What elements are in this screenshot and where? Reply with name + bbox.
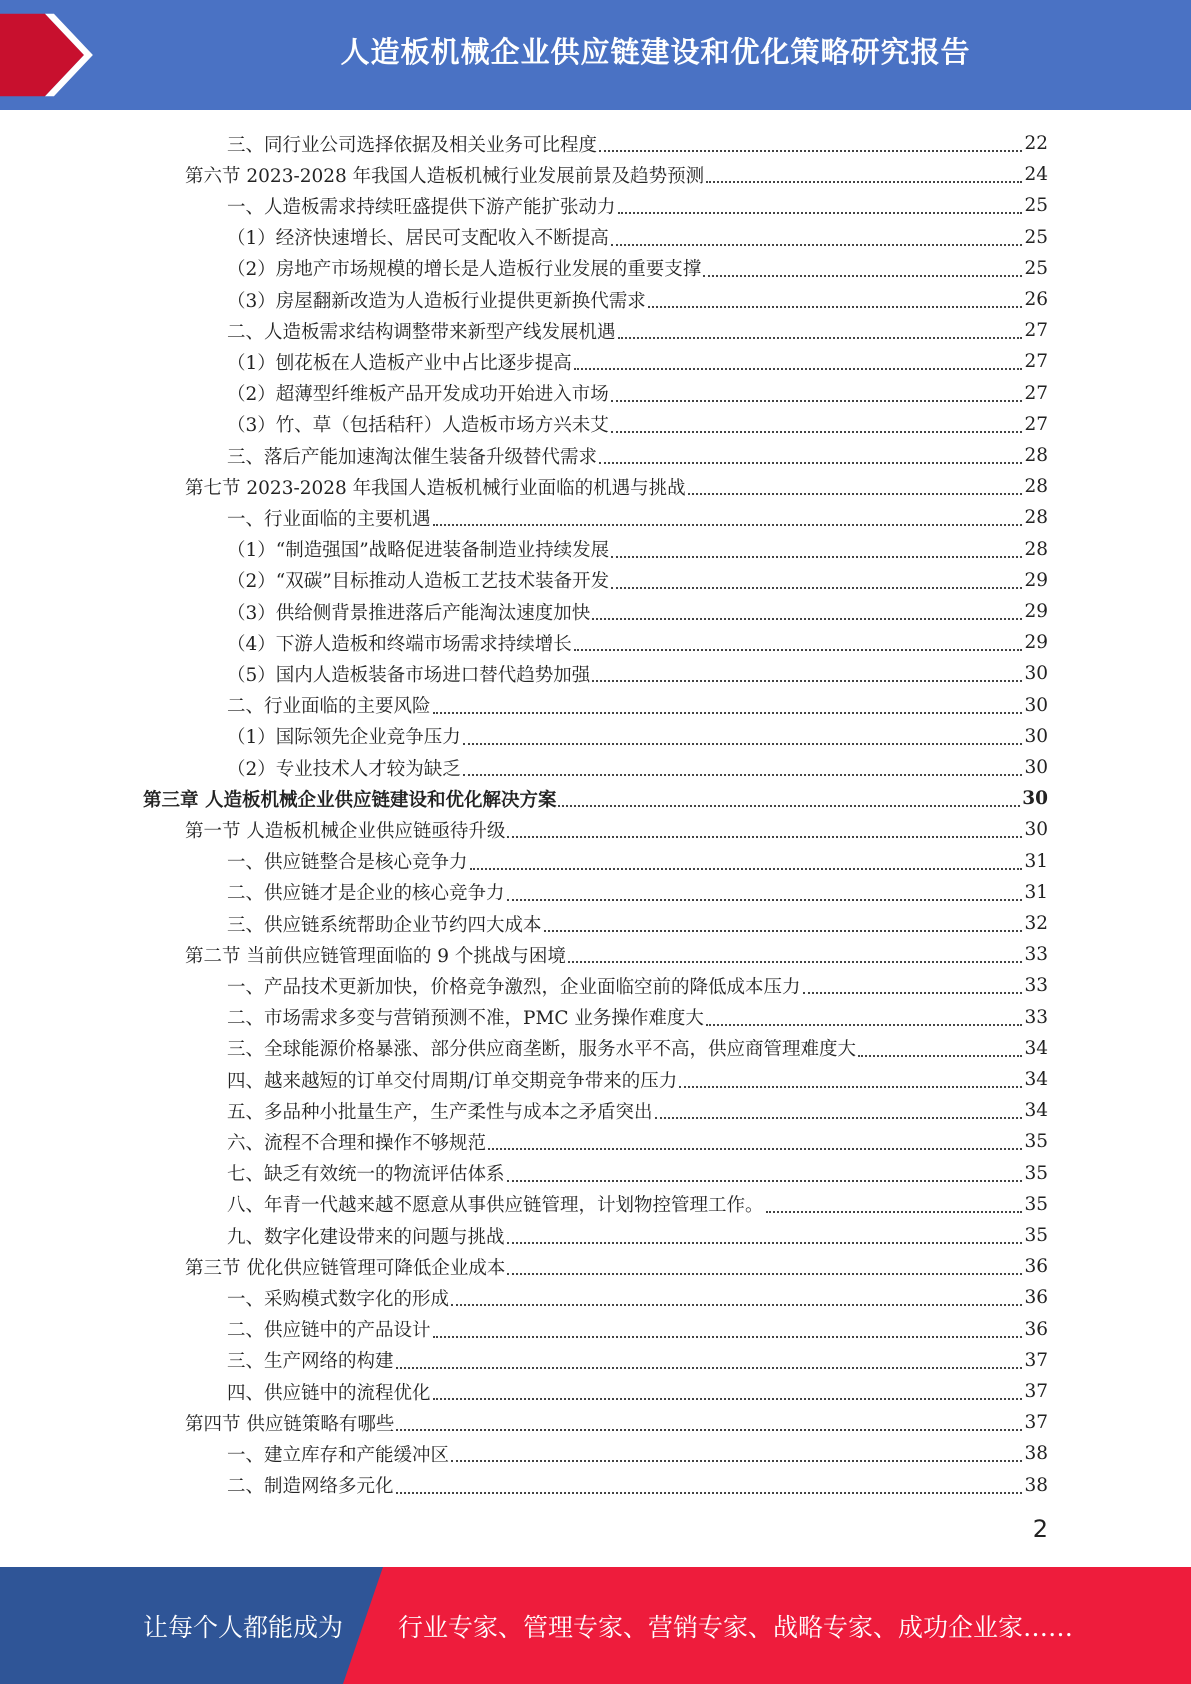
toc-dot-leader	[433, 1397, 1023, 1400]
toc-entry[interactable]	[227, 1470, 1048, 1501]
toc-dot-leader	[463, 742, 1023, 745]
toc-entry[interactable]	[227, 908, 1048, 939]
toc-entry-title: 二、行业面临的主要风险	[227, 696, 431, 718]
toc-entry[interactable]	[227, 596, 1048, 627]
toc-entry-title: 一、人造板需求持续旺盛提供下游产能扩张动力	[227, 196, 616, 218]
toc-entry[interactable]	[227, 1064, 1048, 1095]
toc-dot-leader	[703, 274, 1022, 277]
toc-entry-title: 一、建立库存和产能缓冲区	[227, 1444, 450, 1466]
toc-entry-title: 第三节 优化供应链管理可降低企业成本	[185, 1257, 506, 1279]
toc-entry[interactable]	[227, 752, 1048, 783]
toc-entry-title: 第六节 2023-2028 年我国人造板机械行业发展前景及趋势预测	[185, 165, 705, 187]
toc-dot-leader	[544, 929, 1023, 932]
toc-dot-leader	[463, 773, 1023, 776]
toc-dot-leader	[470, 867, 1023, 870]
toc-entry[interactable]	[227, 627, 1048, 658]
toc-entry[interactable]	[227, 970, 1048, 1001]
toc-entry-title: （2）专业技术人才较为缺乏	[227, 758, 461, 780]
toc-entry[interactable]	[227, 190, 1048, 221]
toc-dot-leader	[599, 149, 1022, 152]
toc-entry[interactable]	[227, 1438, 1048, 1469]
toc-entry[interactable]	[227, 1282, 1048, 1313]
toc-entry-title: （3）供给侧背景推进落后产能淘汰速度加快	[227, 602, 591, 624]
toc-entry-page: 25	[1024, 195, 1048, 217]
toc-entry-page: 30	[1024, 725, 1048, 747]
toc-entry[interactable]	[227, 565, 1048, 596]
toc-entry-page: 22	[1024, 133, 1048, 154]
toc-entry[interactable]	[227, 658, 1048, 689]
toc-entry-page: 28	[1024, 445, 1048, 466]
toc-dot-leader	[396, 1491, 1023, 1494]
toc-dot-leader	[507, 1179, 1023, 1182]
toc-entry[interactable]	[227, 1376, 1048, 1407]
toc-entry-title: （4）下游人造板和终端市场需求持续增长	[227, 633, 572, 655]
page-number: 2	[1032, 1515, 1048, 1543]
toc-entry[interactable]	[227, 440, 1048, 471]
toc-entry-page: 35	[1024, 1131, 1048, 1153]
toc-dot-leader	[433, 1335, 1023, 1338]
toc-entry[interactable]	[227, 1158, 1048, 1189]
toc-entry[interactable]	[227, 253, 1048, 284]
toc-entry-page: 37	[1024, 1349, 1048, 1371]
toc-dot-leader	[507, 898, 1023, 901]
toc-entry[interactable]	[227, 1345, 1048, 1376]
toc-entry-page: 29	[1024, 632, 1048, 654]
toc-entry-title: 七、缺乏有效统一的物流评估体系	[227, 1164, 505, 1186]
toc-entry-page: 27	[1024, 413, 1048, 435]
toc-entry-title: 三、同行业公司选择依据及相关业务可比程度	[227, 134, 598, 156]
toc-entry[interactable]	[227, 315, 1048, 346]
toc-entry[interactable]	[185, 814, 1048, 845]
toc-dot-leader	[706, 180, 1022, 183]
toc-entry-title: 一、供应链整合是核心竞争力	[227, 852, 468, 874]
toc-entry-title: （3）房屋翻新改造为人造板行业提供更新换代需求	[227, 290, 646, 312]
toc-dot-leader	[688, 492, 1023, 495]
toc-dot-leader	[451, 1459, 1022, 1462]
toc-entry[interactable]	[227, 721, 1048, 752]
page-header	[0, 0, 1191, 110]
toc-entry[interactable]	[227, 1002, 1048, 1033]
toc-entry-title: 四、越来越短的订单交付周期/订单交期竞争带来的压力	[227, 1070, 678, 1092]
toc-entry-title: 六、流程不合理和操作不够规范	[227, 1132, 487, 1154]
toc-entry-title: 二、供应链中的产品设计	[227, 1320, 431, 1342]
toc-entry-title: （1）“制造强国”战略促进装备制造业持续发展	[227, 540, 610, 562]
toc-entry-page: 36	[1024, 1256, 1048, 1278]
toc-dot-leader	[592, 679, 1022, 682]
toc-entry-title: 第四节 供应链策略有哪些	[185, 1413, 395, 1435]
report-title: 人造板机械企业供应链建设和优化策略研究报告	[340, 34, 971, 69]
toc-entry-title: （2）超薄型纤维板产品开发成功开始进入市场	[227, 384, 609, 406]
toc-entry-title: （5）国内人造板装备市场进口替代趋势加强	[227, 664, 591, 686]
toc-dot-leader	[803, 991, 1023, 994]
toc-entry-page: 34	[1024, 1100, 1048, 1122]
toc-entry-page: 30	[1022, 788, 1048, 810]
toc-entry-title: 二、供应链才是企业的核心竞争力	[227, 883, 505, 905]
toc-entry[interactable]	[227, 284, 1048, 315]
toc-dot-leader	[568, 960, 1023, 963]
toc-dot-leader	[433, 711, 1023, 714]
toc-entry-title: 三、落后产能加速淘汰催生装备升级替代需求	[227, 446, 598, 468]
toc-dot-leader	[655, 1116, 1023, 1119]
toc-entry[interactable]	[227, 1189, 1048, 1220]
toc-entry[interactable]	[227, 1220, 1048, 1251]
toc-entry-page: 38	[1024, 1443, 1048, 1465]
toc-dot-leader	[766, 1210, 1023, 1213]
toc-entry[interactable]	[227, 534, 1048, 565]
footer-slogan-left: 让每个人都能成为	[143, 1612, 344, 1642]
toc-entry-page: 28	[1024, 538, 1048, 560]
toc-entry-page: 28	[1024, 476, 1048, 498]
toc-dot-leader	[679, 1085, 1022, 1088]
toc-dot-leader	[618, 211, 1023, 214]
toc-dot-leader	[648, 305, 1023, 308]
toc-entry-page: 29	[1024, 601, 1048, 622]
toc-dot-leader	[611, 555, 1022, 558]
toc-entry[interactable]	[227, 877, 1048, 908]
toc-entry-title: 二、市场需求多变与营销预测不准，PMC 业务操作难度大	[227, 1008, 704, 1030]
toc-dot-leader	[858, 1054, 1022, 1057]
toc-entry-title: 九、数字化建设带来的问题与挑战	[227, 1226, 505, 1248]
toc-entry[interactable]	[227, 409, 1048, 440]
toc-entry-page: 27	[1024, 382, 1048, 404]
toc-entry-page: 36	[1024, 1318, 1048, 1340]
toc-entry-title: 二、制造网络多元化	[227, 1476, 394, 1498]
toc-entry[interactable]	[227, 1033, 1048, 1064]
toc-entry[interactable]	[143, 783, 1048, 814]
toc-entry-title: （3）竹、草（包括秸秆）人造板市场方兴未艾	[227, 415, 609, 437]
toc-entry-page: 33	[1024, 1006, 1048, 1028]
toc-dot-leader	[574, 367, 1023, 370]
toc-entry[interactable]	[227, 846, 1048, 877]
toc-entry-title: 八、年青一代越来越不愿意从事供应链管理，计划物控管理工作。	[227, 1195, 764, 1217]
toc-entry[interactable]	[185, 939, 1048, 970]
footer-slogan-right: 行业专家、管理专家、营销专家、战略专家、成功企业家……	[398, 1612, 1074, 1642]
toc-entry-title: （2）房地产市场规模的增长是人造板行业发展的重要支撑	[227, 259, 702, 281]
toc-entry-title: （1）刨花板在人造板产业中占比逐步提高	[227, 352, 572, 374]
toc-dot-leader	[574, 648, 1023, 651]
toc-entry-page: 34	[1024, 1037, 1048, 1059]
toc-entry[interactable]	[227, 1095, 1048, 1126]
toc-entry[interactable]	[227, 1314, 1048, 1345]
toc-entry-page: 33	[1024, 975, 1048, 997]
toc-dot-leader	[599, 461, 1022, 464]
toc-dot-leader	[507, 1241, 1023, 1244]
toc-dot-leader	[507, 835, 1022, 838]
toc-entry-title: （1）经济快速增长、居民可支配收入不断提高	[227, 228, 609, 250]
toc-entry[interactable]	[185, 471, 1048, 502]
toc-entry-page: 37	[1024, 1381, 1048, 1402]
toc-entry-title: 第七节 2023-2028 年我国人造板机械行业面临的机遇与挑战	[185, 477, 686, 499]
toc-dot-leader	[396, 1428, 1022, 1431]
toc-entry-title: 第一节 人造板机械企业供应链亟待升级	[185, 820, 506, 842]
toc-entry[interactable]	[227, 690, 1048, 721]
toc-entry[interactable]	[185, 1407, 1048, 1438]
toc-entry[interactable]	[227, 1126, 1048, 1157]
toc-entry-page: 30	[1024, 757, 1048, 778]
toc-entry-page: 26	[1024, 289, 1048, 310]
toc-entry[interactable]	[227, 502, 1048, 533]
toc-dot-leader	[611, 430, 1023, 433]
toc-dot-leader	[507, 1272, 1022, 1275]
toc-entry-page: 25	[1024, 226, 1048, 248]
toc-entry-title: 三、供应链系统帮助企业节约四大成本	[227, 914, 542, 936]
toc-dot-leader	[618, 336, 1023, 339]
toc-entry-page: 35	[1024, 1225, 1048, 1246]
toc-dot-leader	[451, 1303, 1022, 1306]
toc-dot-leader	[396, 1366, 1023, 1369]
toc-entry-title: 四、供应链中的流程优化	[227, 1382, 431, 1404]
toc-entry-title: 一、产品技术更新加快，价格竞争激烈，企业面临空前的降低成本压力	[227, 976, 801, 998]
toc-dot-leader	[558, 804, 1020, 807]
toc-dot-leader	[592, 617, 1022, 620]
toc-entry-page: 28	[1024, 507, 1048, 529]
toc-dot-leader	[611, 243, 1023, 246]
toc-entry[interactable]	[227, 128, 1048, 159]
header-red-arrow-decoration	[0, 0, 120, 110]
toc-entry-page: 32	[1024, 913, 1048, 934]
toc-entry-page: 38	[1024, 1474, 1048, 1496]
toc-entry-page: 30	[1024, 694, 1048, 716]
toc-entry-title: （1）国际领先企业竞争压力	[227, 727, 461, 749]
toc-entry-title: 一、采购模式数字化的形成	[227, 1288, 450, 1310]
toc-entry[interactable]	[227, 346, 1048, 377]
toc-dot-leader	[611, 586, 1022, 589]
toc-dot-leader	[611, 399, 1023, 402]
toc-entry-title: 一、行业面临的主要机遇	[227, 508, 431, 530]
toc-dot-leader	[706, 1023, 1023, 1026]
toc-entry-page: 37	[1024, 1412, 1048, 1434]
toc-entry-page: 35	[1024, 1193, 1048, 1215]
toc-entry-page: 36	[1024, 1287, 1048, 1309]
toc-entry[interactable]	[185, 1251, 1048, 1282]
toc-entry-page: 31	[1024, 850, 1048, 872]
toc-entry-page: 34	[1024, 1069, 1048, 1090]
toc-entry-page: 33	[1024, 944, 1048, 966]
toc-entry[interactable]	[185, 159, 1048, 190]
toc-entry-page: 27	[1024, 320, 1048, 342]
toc-entry-title: 第三章 人造板机械企业供应链建设和优化解决方案	[143, 789, 557, 811]
toc-entry-title: 第二节 当前供应链管理面临的 9 个挑战与困境	[185, 945, 566, 967]
toc-entry-page: 30	[1024, 819, 1048, 841]
toc-dot-leader	[433, 523, 1023, 526]
toc-entry-title: 五、多品种小批量生产，生产柔性与成本之矛盾突出	[227, 1101, 653, 1123]
toc-entry-page: 31	[1024, 881, 1048, 903]
toc-entry-page: 30	[1024, 663, 1048, 685]
toc-entry-title: （2）“双碳”目标推动人造板工艺技术装备开发	[227, 571, 610, 593]
toc-entry[interactable]	[227, 222, 1048, 253]
page-footer	[0, 1567, 1191, 1684]
toc-entry-page: 27	[1024, 351, 1048, 373]
toc-entry-title: 三、全球能源价格暴涨、部分供应商垄断，服务水平不高，供应商管理难度大	[227, 1039, 857, 1061]
toc-dot-leader	[488, 1147, 1022, 1150]
toc-entry-page: 29	[1024, 569, 1048, 591]
toc-entry-title: 二、人造板需求结构调整带来新型产线发展机遇	[227, 321, 616, 343]
toc-entry-title: 三、生产网络的构建	[227, 1351, 394, 1373]
toc-entry[interactable]	[227, 378, 1048, 409]
toc-entry-page: 35	[1024, 1162, 1048, 1184]
toc-entry-page: 24	[1024, 164, 1048, 186]
toc-entry-page: 25	[1024, 257, 1048, 279]
